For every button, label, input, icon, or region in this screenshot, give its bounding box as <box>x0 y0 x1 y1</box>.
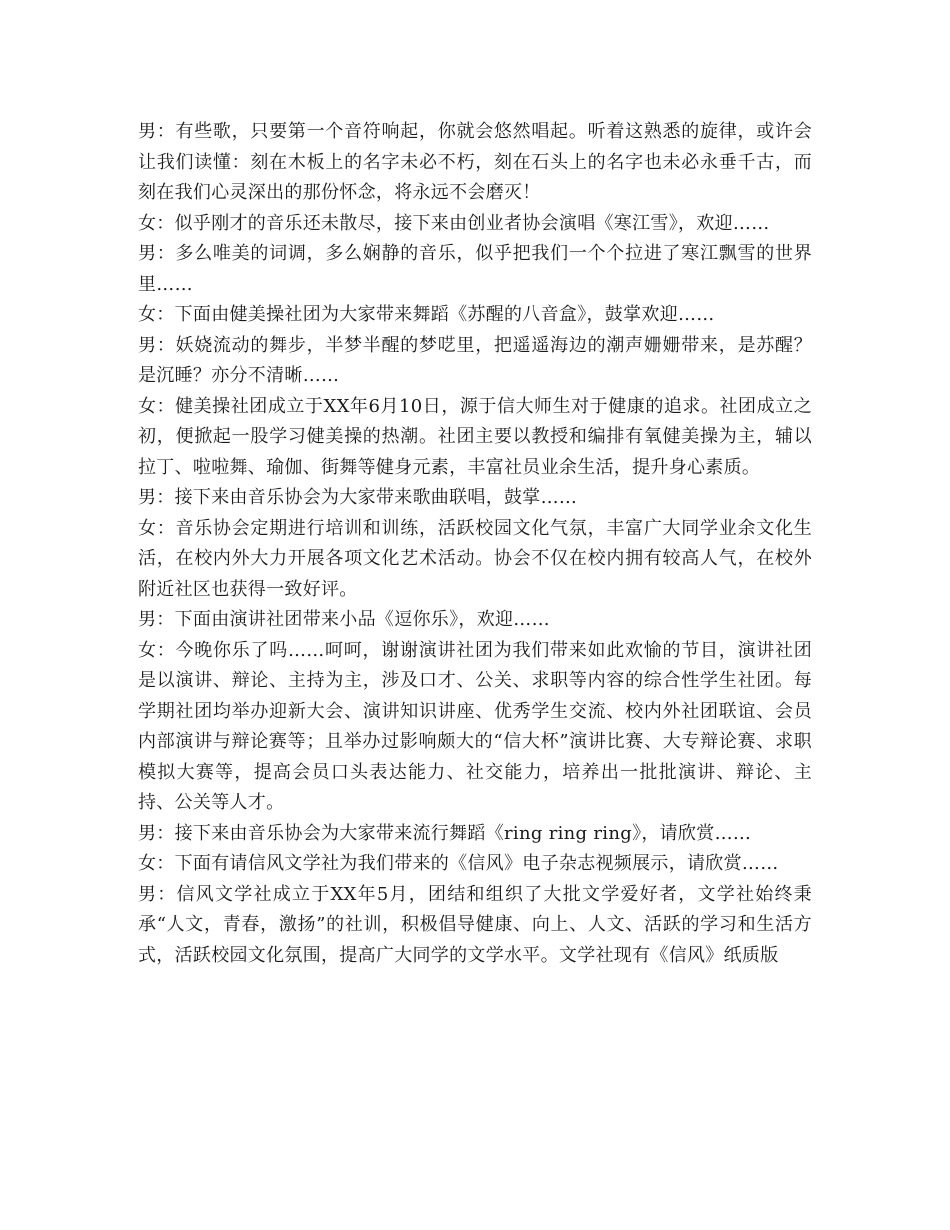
dialogue-paragraph: 女：音乐协会定期进行培训和训练，活跃校园文化气氛，丰富广大同学业余文化生活，在校内外大力开展各项文化艺术活动。协会不仅在校内拥有较高人气，在校外附近社区也获得一致好评。 <box>138 517 812 600</box>
dialogue-paragraph: 男：妖娆流动的舞步，半梦半醒的梦呓里，把遥遥海边的潮声姗姗带来，是苏醒？是沉睡？亦分不清晰…… <box>138 334 812 386</box>
dialogue-paragraph: 男：下面由演讲社团带来小品《逗你乐》，欢迎…… <box>138 609 550 630</box>
document-body <box>138 117 812 971</box>
dialogue-paragraph: 男：信风文学社成立于XX年5月，团结和组织了大批文学爱好者，文学社始终秉承“人文，青春，激扬”的社训，积极倡导健康、向上、人文、活跃的学习和生活方式，活跃校园文化氛围，提高广大同学的文学水平。文学社现有《信风》纸质版 <box>138 883 812 966</box>
dialogue-paragraph: 男：有些歌，只要第一个音符响起，你就会悠然唱起。听着这熟悉的旋律，或许会让我们读懂：刻在木板上的名字未必不朽，刻在石头上的名字也未必永垂千古，而刻在我们心灵深出的那份怀念，将永远不会磨灭！ <box>138 121 812 203</box>
dialogue-paragraph: 女：下面有请信风文学社为我们带来的《信风》电子杂志视频展示，请欣赏…… <box>138 853 779 874</box>
dialogue-paragraph: 男：接下来由音乐协会为大家带来流行舞蹈《ring ring ring》，请欣赏…… <box>138 822 752 844</box>
dialogue-paragraph: 女：健美操社团成立于XX年6月10日，源于信大师生对于健康的追求。社团成立之初，便掀起一股学习健美操的热潮。社团主要以教授和编排有氧健美操为主，辅以拉丁、啦啦舞、瑜伽、街舞等健身元素，丰富社员业余生活，提升身心素质。 <box>138 395 812 478</box>
dialogue-paragraph: 男：多么唯美的词调，多么娴静的音乐，似乎把我们一个个拉进了寒江飘雪的世界里…… <box>138 243 812 295</box>
dialogue-paragraph: 女：下面由健美操社团为大家带来舞蹈《苏醒的八音盒》，鼓掌欢迎…… <box>138 304 715 325</box>
dialogue-paragraph: 女：今晚你乐了吗……呵呵，谢谢演讲社团为我们带来如此欢愉的节目，演讲社团是以演讲、辩论、主持为主，涉及口才、公关、求职等内容的综合性学生社团。每学期社团均举办迎新大会、演讲知识讲座、优秀学生交流、校内外社团联谊、会员内部演讲与辩论赛等；且举办过影响颇大的“信大杯”演讲比赛、大专辩论赛、求职模拟大赛等，提高会员口头表达能力、社交能力，培养出一批批演讲、辩论、主持、公关等人才。 <box>138 639 812 813</box>
dialogue-paragraph: 女：似乎刚才的音乐还未散尽，接下来由创业者协会演唱《寒江雪》，欢迎…… <box>138 212 770 234</box>
dialogue-paragraph: 男：接下来由音乐协会为大家带来歌曲联唱，鼓掌…… <box>138 487 578 508</box>
